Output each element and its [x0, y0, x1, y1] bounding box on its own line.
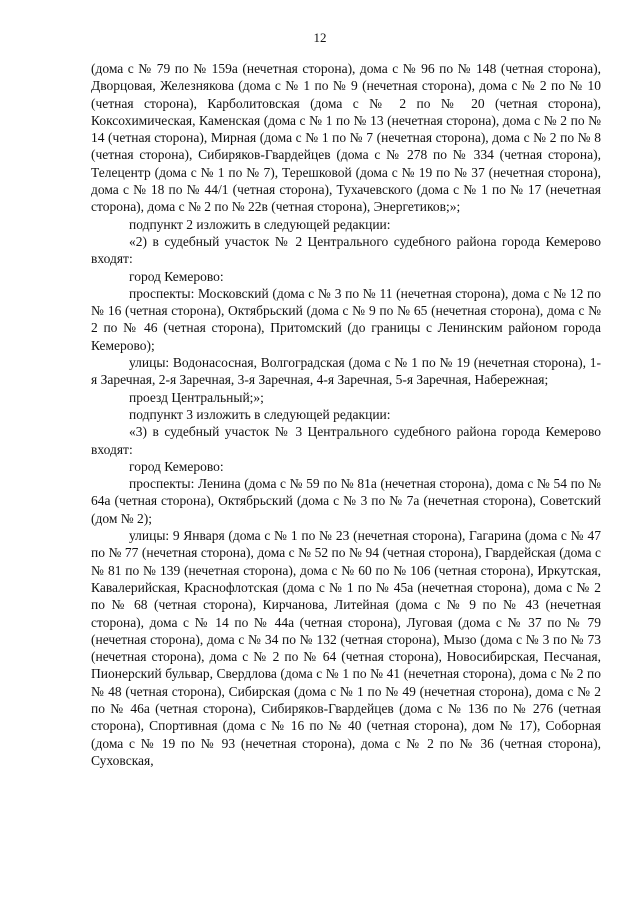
paragraph-subitem-3-heading: подпункт 3 изложить в следующей редакции:	[129, 406, 391, 422]
paragraph-prospects: проспекты: Московский (дома с № 3 по № 11 (нечетная сторона), дома с № 12 по № 16 (четная сторона), Октябрьский (дома с № 9 по № 65 (нечетная сторона), дома с № 2 по № 46 (четная сторона), Притомский (до границы с Ленинским районом города Кемерово);	[91, 285, 601, 353]
paragraph-streets: улицы: Водонасосная, Волгоградская (дома с № 1 по № 19 (нечетная сторона), 1-я Заречная, 2-я Заречная, 3-я Заречная, 4-я Заречная, 5-я Заречная, Набережная;	[91, 355, 601, 388]
paragraph-city: город Кемерово:	[129, 268, 224, 284]
paragraph-subitem-3-intro: «3) в судебный участок № 3 Центрального судебного района города Кемерово входят:	[91, 424, 601, 457]
paragraph-prospects: проспекты: Ленина (дома с № 59 по № 81а (нечетная сторона), дома с № 54 по № 64а (четная сторона), Октябрьский (дома с № 3 по № 7а (нечетная сторона), Советский (дом № 2);	[91, 476, 601, 526]
paragraph-city: город Кемерово:	[129, 458, 224, 474]
paragraph-passage: проезд Центральный;»;	[129, 389, 264, 405]
paragraph-subitem-2-intro: «2) в судебный участок № 2 Центрального судебного района города Кемерово входят:	[91, 233, 601, 267]
paragraph-subitem-2-heading: подпункт 2 изложить в следующей редакции:	[129, 216, 391, 232]
document-body	[91, 60, 601, 769]
page-number: 12	[313, 30, 327, 45]
paragraph-continuation: (дома с № 79 по № 159а (нечетная сторона), дома с № 96 по № 148 (четная сторона), Дворцовая, Железнякова (дома с № 1 по № 9 (нечетная сторона), дома с № 2 по № 10 (четная сторона), Карболитовская (дома с № 2 по № 20 (четная сторона), Коксохимическая, Каменская (дома с № 1 по № 13 (нечетная сторона), дома с № 2 по № 14 (четная сторона), Мирная (дома с № 1 по № 7 (нечетная сторона), дома с № 2 по № 8 (четная сторона), Сибиряков-Гвардейцев (дома с № 278 по № 334 (четная сторона), Телецентр (дома с № 1 по № 7), Терешковой (дома с № 19 по № 37 (нечетная сторона), дома с № 18 по № 44/1 (четная сторона), Тухачевского (дома с № 1 по № 17 (нечетная сторона), дома с № 2 по № 22в (четная сторона), Энергетиков;»;	[91, 61, 601, 215]
paragraph-streets: улицы: 9 Января (дома с № 1 по № 23 (нечетная сторона), Гагарина (дома с № 47 по № 77 (нечетная сторона), дома с № 52 по № 94 (четная сторона), Гвардейская (дома с № 81 по № 139 (нечетная сторона), дома с № 60 по № 106 (четная сторона), Иркутская, Кавалерийская, Краснофлотская (дома с № 1 по № 45а (нечетная сторона), дома с № 2 по № 68 (четная сторона), Кирчанова, Литейная (дома с № 9 по № 43 (нечетная сторона), дома с № 14 по № 44а (четная сторона), Луговая (дома с № 37 по № 79 (нечетная сторона), дома с № 34 по № 132 (четная сторона), Мызо (дома с № 3 по № 73 (нечетная сторона), дома с № 2 по № 64 (четная сторона), Новосибирская, Песчаная, Пионерский бульвар, Свердлова (дома с № 1 по № 41 (нечетная сторона), дома с № 2 по № 48 (четная сторона), Сибирская (дома с № 1 по № 49 (нечетная сторона), дома с № 2 по № 46а (четная сторона), Сибиряков-Гвардейцев (дома с № 136 по № 276 (четная сторона), Спортивная (дома с № 16 по № 40 (четная сторона), дом № 17), Соборная (дома с № 19 по № 93 (нечетная сторона), дома с № 2 по № 36 (четная сторона), Суховская,	[91, 528, 601, 768]
